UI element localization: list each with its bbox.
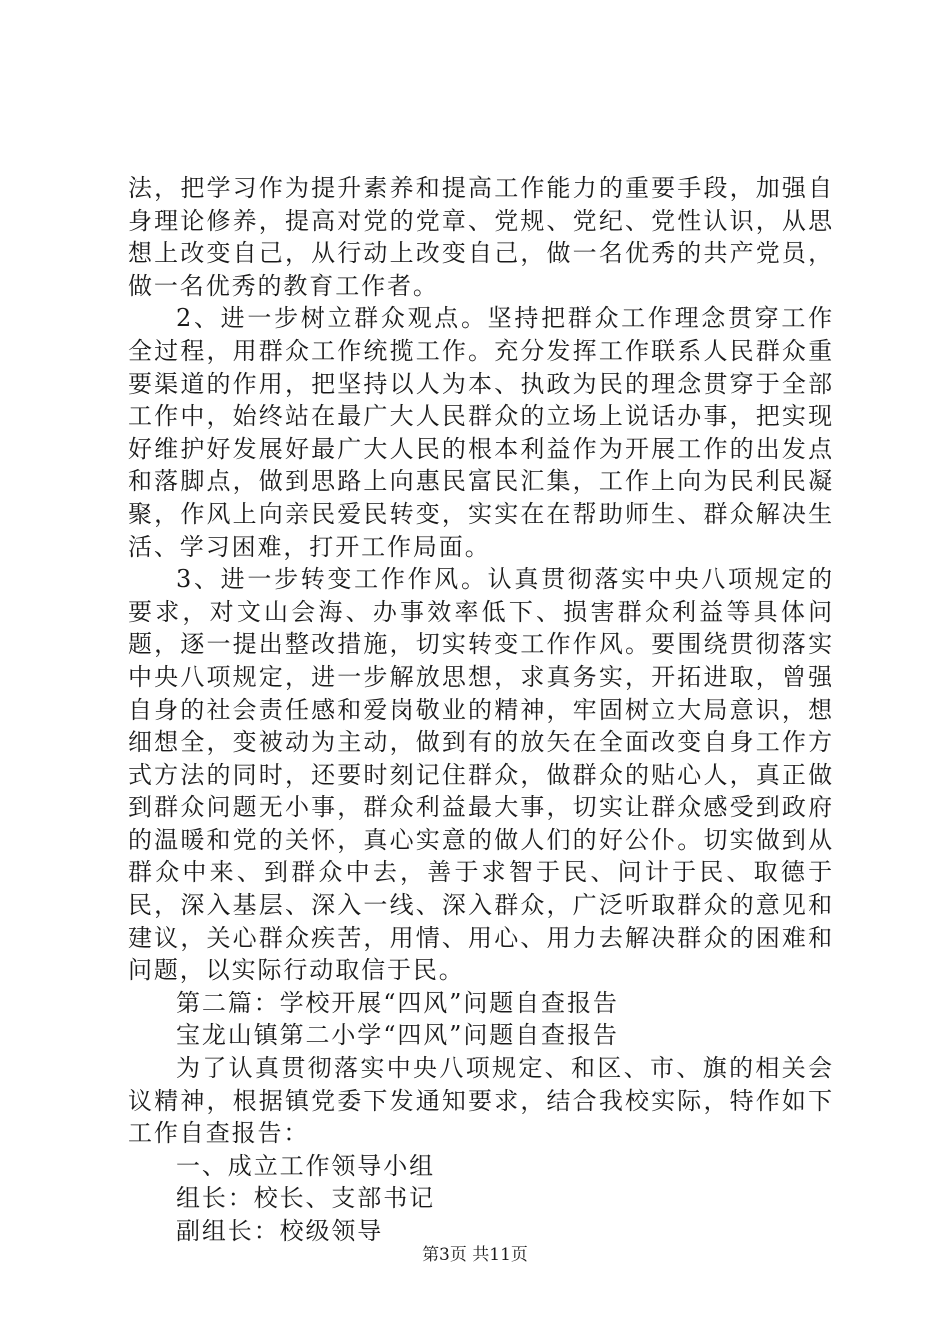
leader-line: 组长：校长、支部书记 xyxy=(176,1184,435,1213)
section-heading-part-two: 第二篇：学校开展“四风”问题自查报告 xyxy=(176,988,619,1017)
paragraph-continuation: 法，把学习作为提升素养和提高工作能力的重要手段，加强自身理论修养，提高对党的党章、党规、党纪、党性认识，从思想上改变自己，从行动上改变自己，做一名优秀的共产党员，做一名优秀的教育工作者。 xyxy=(128,174,834,300)
paragraph-point-3: 3、进一步转变工作作风。认真贯彻落实中央八项规定的要求，对文山会海、办事效率低下、损害群众利益等具体问题，逐一提出整改措施，切实转变工作作风。要围绕贯彻落实中央八项规定，进一步解放思想，求真务实，开拓进取，曾强自身的社会责任感和爱岗敬业的精神，牢固树立大局意识，想细想全，变被动为主动，做到有的放矢在全面改变自身工作方式方法的同时，还要时刻记住群众，做群众的贴心人，真正做到群众问题无小事，群众利益最大事，切实让群众感受到政府的温暖和党的关怀，真心实意的做人们的好公仆。切实做到从群众中来、到群众中去，善于求智于民、问计于民、取德于民，深入基层、深入一线、深入群众，广泛听取群众的意见和建议，关心群众疾苦，用情、用心、用力去解决群众的困难和问题，以实际行动取信于民。 xyxy=(128,565,834,985)
subheading-leadership-group: 一、成立工作领导小组 xyxy=(176,1151,435,1180)
deputy-leader-line: 副组长：校级领导 xyxy=(176,1217,384,1245)
page-number-footer: 第3页 共11页 xyxy=(422,1245,528,1265)
report-title: 宝龙山镇第二小学“四风”问题自查报告 xyxy=(176,1021,619,1050)
paragraph-point-2: 2、进一步树立群众观点。坚持把群众工作理念贯穿工作全过程，用群众工作统揽工作。充分发挥工作联系人民群众重要渠道的作用，把坚持以人为本、执政为民的理念贯穿于全部工作中，始终站在最广大人民群众的立场上说话办事，把实现好维护好发展好最广大人民的根本利益作为开展工作的出发点和落脚点，做到思路上向惠民富民汇集，工作上向为民利民凝聚，作风上向亲民爱民转变，实实在在帮助师生、群众解决生活、学习困难，打开工作局面。 xyxy=(128,304,834,561)
document-body xyxy=(128,172,834,1248)
paragraph-intro: 为了认真贯彻落实中央八项规定、和区、市、旗的相关会议精神，根据镇党委下发通知要求，结合我校实际，特作如下工作自查报告： xyxy=(128,1054,834,1148)
